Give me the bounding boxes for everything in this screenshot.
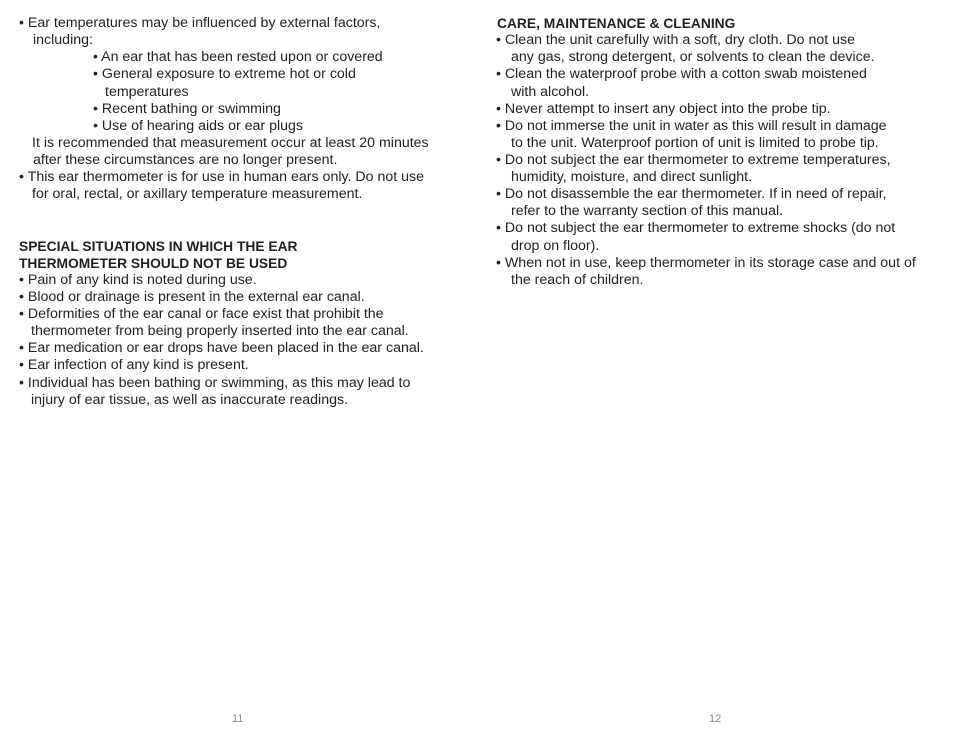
situation-medication: • Ear medication or ear drops have been placed in the ear canal. xyxy=(19,340,424,356)
page-number: 12 xyxy=(709,713,722,725)
situation-bathing-cont: injury of ear tissue, as well as inaccurate readings. xyxy=(31,392,349,408)
care-item-shocks: • Do not subject the ear thermometer to extreme shocks (do not xyxy=(496,220,896,236)
care-item-temperatures: • Do not subject the ear thermometer to extreme temperatures, xyxy=(496,152,891,168)
care-item-disassemble: • Do not disassemble the ear thermometer. If in need of repair, xyxy=(496,186,887,202)
situation-infection: • Ear infection of any kind is present. xyxy=(19,357,249,373)
page-number: 11 xyxy=(232,713,244,725)
subitem-exposure-cont: temperatures xyxy=(105,84,189,100)
bullet-external-factors: • Ear temperatures may be influenced by external factors, xyxy=(19,15,381,31)
care-item-clean-probe: • Clean the waterproof probe with a cotton swab moistened xyxy=(496,66,867,82)
situation-deformities: • Deformities of the ear canal or face exist that prohibit the xyxy=(19,306,384,322)
care-item-storage: • When not in use, keep thermometer in its storage case and out of xyxy=(496,255,916,271)
care-item-clean-unit: • Clean the unit carefully with a soft, dry cloth. Do not use xyxy=(496,32,856,48)
subitem-rested: • An ear that has been rested upon or covered xyxy=(93,49,383,65)
section-heading-special-situations: SPECIAL SITUATIONS IN WHICH THE EAR xyxy=(19,239,298,254)
section-heading-special-situations-cont: THERMOMETER SHOULD NOT BE USED xyxy=(19,256,288,271)
recommendation-line-2: after these circumstances are no longer present. xyxy=(33,152,338,168)
care-item-clean-unit-cont: any gas, strong detergent, or solvents to clean the device. xyxy=(511,49,875,65)
subitem-exposure: • General exposure to extreme hot or cold xyxy=(93,66,356,82)
care-item-storage-cont: the reach of children. xyxy=(511,272,644,288)
care-item-clean-probe-cont: with alcohol. xyxy=(511,84,590,100)
situation-bathing: • Individual has been bathing or swimming, as this may lead to xyxy=(19,375,411,391)
situation-blood: • Blood or drainage is present in the external ear canal. xyxy=(19,289,365,305)
page-12 xyxy=(477,0,954,734)
care-item-temperatures-cont: humidity, moisture, and direct sunlight. xyxy=(511,169,753,185)
bullet-human-ears-cont: for oral, rectal, or axillary temperature measurement. xyxy=(32,186,363,202)
recommendation-line-1: It is recommended that measurement occur at least 20 minutes xyxy=(32,135,429,151)
care-item-disassemble-cont: refer to the warranty section of this manual. xyxy=(511,203,784,219)
situation-pain: • Pain of any kind is noted during use. xyxy=(19,272,257,288)
care-item-immerse: • Do not immerse the unit in water as this will result in damage xyxy=(496,118,887,134)
situation-deformities-cont: thermometer from being properly inserted into the ear canal. xyxy=(31,323,409,339)
bullet-external-factors-cont: including: xyxy=(33,32,93,48)
care-item-shocks-cont: drop on floor). xyxy=(511,238,600,254)
care-item-immerse-cont: to the unit. Waterproof portion of unit is limited to probe tip. xyxy=(511,135,879,151)
subitem-bathing: • Recent bathing or swimming xyxy=(93,101,281,117)
care-item-probe-tip: • Never attempt to insert any object into the probe tip. xyxy=(496,101,831,117)
bullet-human-ears: • This ear thermometer is for use in human ears only. Do not use xyxy=(19,169,425,185)
section-heading-care: CARE, MAINTENANCE & CLEANING xyxy=(497,16,736,31)
subitem-hearing-aids: • Use of hearing aids or ear plugs xyxy=(93,118,304,134)
